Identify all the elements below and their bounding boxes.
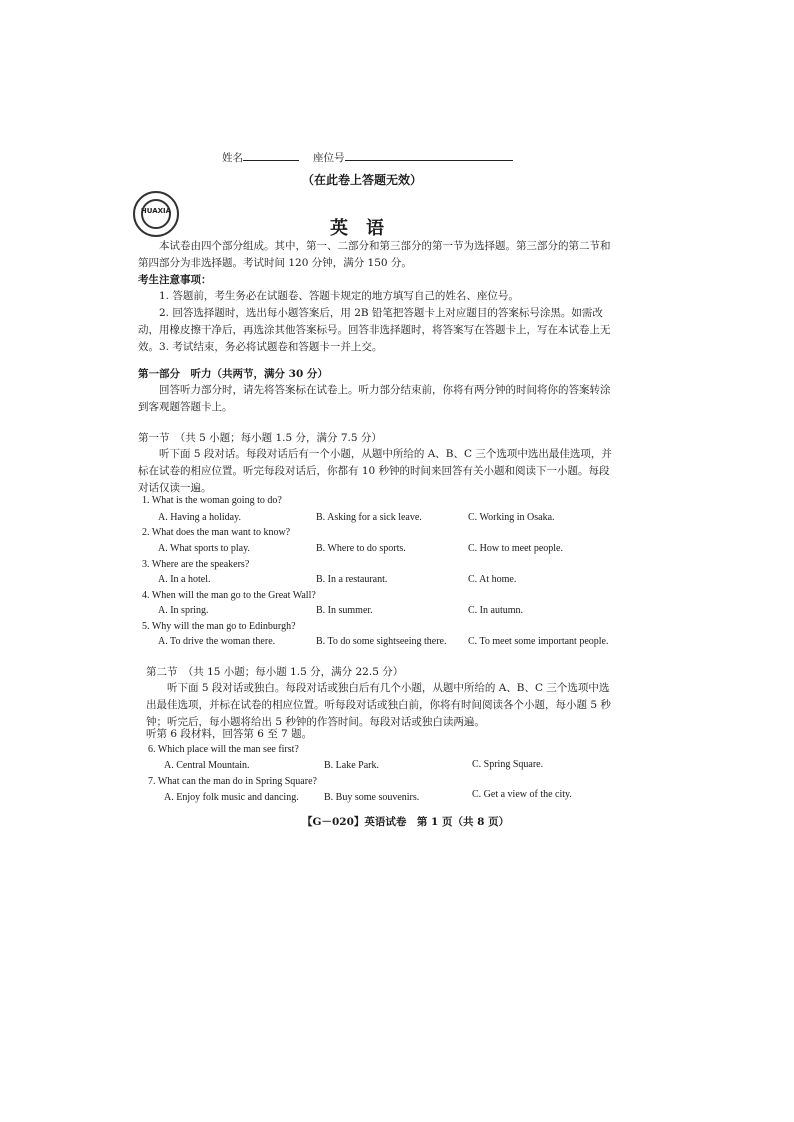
note-item-2: 2. 回答选择题时，选出每小题答案后，用 2B 铅笔把答题卡上对应题目的答案标号涂黑。如需改动，用橡皮擦干净后，再选涂其他答案标号。回答非选择题时，将答案写在答题卡上，写在本试卷上无效。	[138, 307, 611, 353]
q4-option-a: A. In spring.	[158, 605, 209, 616]
question-6: 6. Which place will the man see first?	[148, 744, 299, 755]
note-item-3: 3. 考试结束，务必将试题卷和答题卡一并上交。	[159, 341, 383, 353]
section1-desc: 听下面 5 段对话。每段对话后有一个小题，从题中所给的 A、B、C 三个选项中选出最佳选项，并标在试卷的相应位置。听完每段对话后，你都有 10 秒钟的时间来回答有关小题和阅读下一小题。每段对话仅读一遍。	[138, 448, 612, 494]
part1-heading: 第一部分 听力（共两节，满分 30 分）	[138, 368, 328, 380]
q7-option-a: A. Enjoy folk music and dancing.	[164, 792, 299, 803]
question-7: 7. What can the man do in Spring Square?	[148, 776, 317, 787]
exam-title: 英 语	[330, 218, 384, 239]
q4-option-c: C. In autumn.	[468, 605, 523, 616]
material-note: 听第 6 段材料，回答第 6 至 7 题。	[146, 728, 313, 740]
question-2: 2. What does the man want to know?	[142, 527, 291, 538]
question-3: 3. Where are the speakers?	[142, 559, 250, 570]
q1-option-a: A. Having a holiday.	[158, 512, 241, 523]
q6-option-b: B. Lake Park.	[324, 760, 379, 771]
seat-blank	[345, 149, 513, 161]
question-4: 4. When will the man go to the Great Wall?	[142, 590, 316, 601]
q2-option-a: A. What sports to play.	[158, 543, 250, 554]
q3-option-b: B. In a restaurant.	[316, 574, 388, 585]
page-footer: 【G－020】英语试卷 第 1 页（共 8 页）	[302, 816, 510, 828]
notes-heading: 考生注意事项：	[138, 274, 212, 286]
seal-text: HUAXIA	[140, 207, 172, 215]
publisher-seal-icon	[133, 191, 179, 237]
q2-option-c: C. How to meet people.	[468, 543, 563, 554]
seat-label: 座位号	[313, 152, 345, 164]
q6-option-a: A. Central Mountain.	[164, 760, 250, 771]
q5-option-c: C. To meet some important people.	[468, 636, 609, 647]
name-field	[222, 148, 299, 168]
q7-option-b: B. Buy some souvenirs.	[324, 792, 420, 803]
name-blank	[243, 149, 299, 161]
seat-field	[313, 148, 513, 168]
question-5: 5. Why will the man go to Edinburgh?	[142, 621, 296, 632]
section2-desc: 听下面 5 段对话或独白。每段对话或独白后有几个小题，从题中所给的 A、B、C 三个选项中选出最佳选项，并标在试卷的相应位置。听每段对话或独白前，你将有时间阅读各个小题，每小题 5 秒钟；听完后，每小题将给出 5 秒钟的作答时间。每段对话或独白读两遍。	[146, 682, 611, 728]
q3-option-c: C. At home.	[468, 574, 517, 585]
section2-heading: 第二节 （共 15 小题；每小题 1.5 分，满分 22.5 分）	[146, 666, 404, 678]
q6-option-c: C. Spring Square.	[472, 759, 544, 770]
name-label: 姓名	[222, 152, 243, 164]
note-item-1: 1. 答题前，考生务必在试题卷、答题卡规定的地方填写自己的姓名、座位号。	[159, 290, 519, 302]
q3-option-a: A. In a hotel.	[158, 574, 211, 585]
invalid-notice: （在此卷上答题无效）	[302, 173, 423, 187]
question-1: 1. What is the woman going to do?	[142, 495, 282, 506]
section1-heading: 第一节 （共 5 小题；每小题 1.5 分，满分 7.5 分）	[138, 432, 382, 444]
part1-desc: 回答听力部分时，请先将答案标在试卷上。听力部分结束前，你将有两分钟的时间将你的答案转涂到客观题答题卡上。	[138, 384, 611, 413]
q1-option-b: B. Asking for a sick leave.	[316, 512, 422, 523]
q4-option-b: B. In summer.	[316, 605, 373, 616]
q7-option-c: C. Get a view of the city.	[472, 789, 572, 800]
q2-option-b: B. Where to do sports.	[316, 543, 406, 554]
exam-intro: 本试卷由四个部分组成。其中，第一、二部分和第三部分的第一节为选择题。第三部分的第二节和第四部分为非选择题。考试时间 120 分钟，满分 150 分。	[138, 240, 611, 269]
q5-option-a: A. To drive the woman there.	[158, 636, 276, 647]
q1-option-c: C. Working in Osaka.	[468, 512, 555, 523]
q5-option-b: B. To do some sightseeing there.	[316, 636, 447, 647]
